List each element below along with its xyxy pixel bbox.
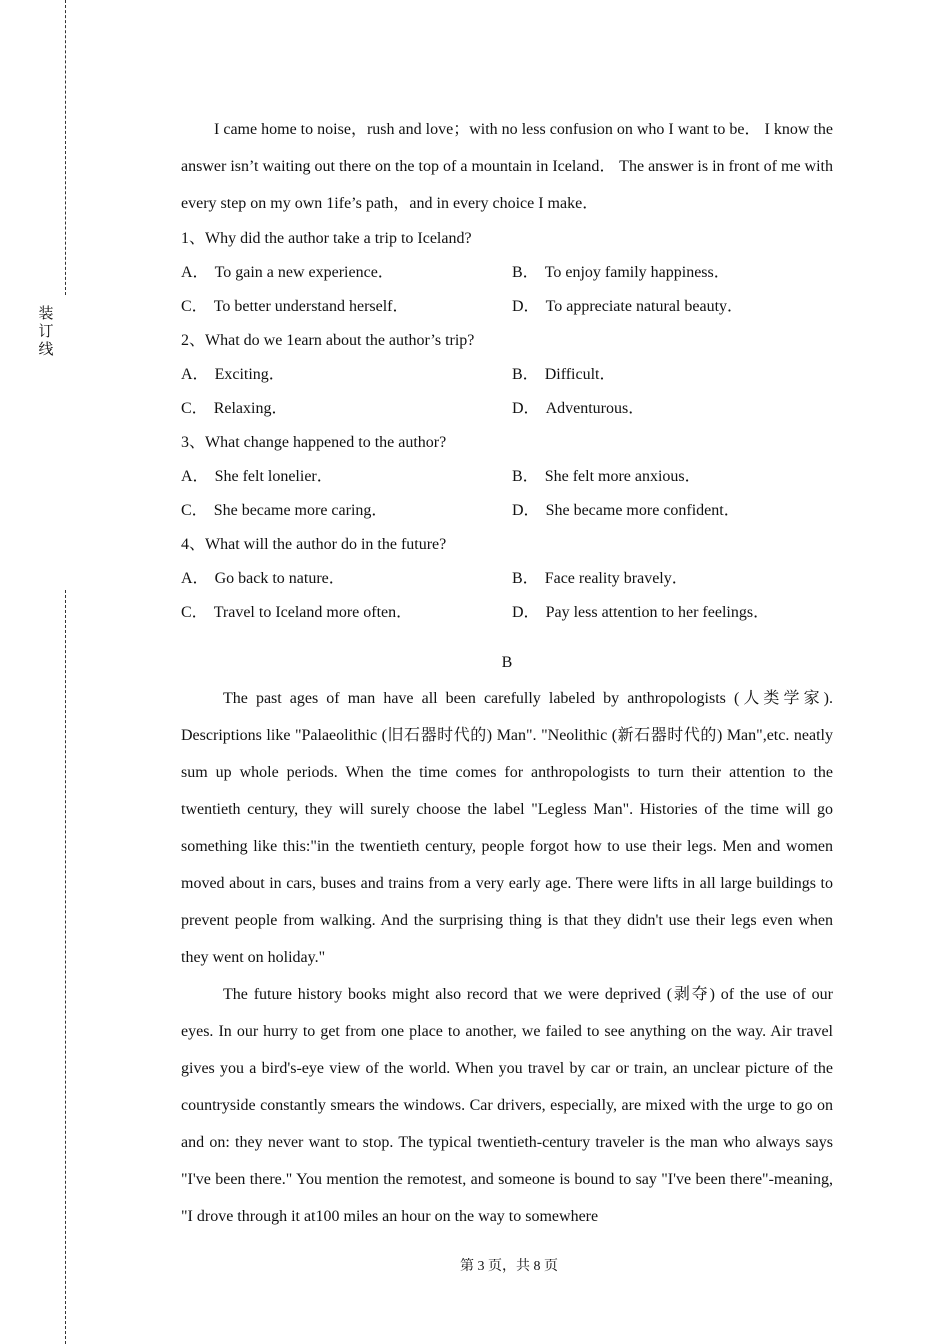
option-a[interactable] bbox=[181, 460, 512, 494]
option-d[interactable] bbox=[512, 596, 769, 630]
page-content bbox=[181, 111, 833, 1235]
option-a[interactable] bbox=[181, 358, 512, 392]
option-row bbox=[181, 562, 833, 596]
option-letter: A． bbox=[181, 570, 209, 587]
option-text: Relaxing． bbox=[213, 400, 288, 417]
option-text: Pay less attention to her feelings． bbox=[545, 604, 770, 621]
option-c[interactable] bbox=[181, 290, 512, 324]
option-letter: C． bbox=[181, 604, 208, 621]
option-a[interactable] bbox=[181, 256, 512, 290]
option-letter: B． bbox=[512, 468, 539, 485]
option-c[interactable] bbox=[181, 392, 512, 426]
option-b[interactable] bbox=[512, 460, 701, 494]
option-text: She became more confident． bbox=[545, 502, 740, 519]
option-letter: C． bbox=[181, 298, 208, 315]
question-3 bbox=[181, 426, 833, 528]
option-row bbox=[181, 596, 833, 630]
page-footer: 第 3 页，共 8 页 bbox=[460, 1259, 558, 1274]
option-c[interactable] bbox=[181, 596, 512, 630]
option-text: To enjoy family happiness． bbox=[544, 264, 730, 281]
passage-b-paragraph-2: The future history books might also record that we were deprived (剥夺) of the use of our eyes. In our hurry to get from one place to another, we failed to see anything on the way. Air travel gives you a bird's-eye view of the world. When you travel by car or train, an unclear picture of the countryside constantly smears the windows. Car drivers, especially, are mixed with the urge to go on and on: they never want to stop. The typical twentieth-century traveler is the man who always says "I've been there." You mention the remotest, and someone is bound to say "I've been there"-meaning, "I drove through it at100 miles an hour on the way to somewhere bbox=[181, 986, 833, 1225]
option-text: Difficult． bbox=[544, 366, 616, 383]
question-stem: 1、Why did the author take a trip to Iceland? bbox=[181, 230, 472, 247]
binding-label-char: 订 bbox=[38, 322, 54, 340]
option-text: She became more caring． bbox=[213, 502, 388, 519]
option-row bbox=[181, 494, 833, 528]
question-stem: 4、What will the author do in the future? bbox=[181, 536, 447, 553]
option-c[interactable] bbox=[181, 494, 512, 528]
option-text: To better understand herself． bbox=[213, 298, 409, 315]
option-letter: D． bbox=[512, 400, 540, 417]
option-b[interactable] bbox=[512, 256, 730, 290]
option-row bbox=[181, 460, 833, 494]
question-1 bbox=[181, 222, 833, 324]
option-letter: B． bbox=[512, 264, 539, 281]
option-d[interactable] bbox=[512, 494, 740, 528]
option-b[interactable] bbox=[512, 358, 616, 392]
binding-label-char: 装 bbox=[38, 304, 54, 322]
option-text: Face reality bravely． bbox=[544, 570, 688, 587]
option-row bbox=[181, 290, 833, 324]
option-text: To gain a new experience． bbox=[214, 264, 394, 281]
option-text: Go back to nature． bbox=[214, 570, 345, 587]
option-d[interactable] bbox=[512, 392, 644, 426]
option-a[interactable] bbox=[181, 562, 512, 596]
passage-b-paragraph-1: The past ages of man have all been carefully labeled by anthropologists (人类学家). Descriptions like "Palaeolithic (旧石器时代的) Man". "Neolithic (新石器时代的) Man",etc. neatly sum up whole periods. When the time comes for anthropologists to turn their attention to the twentieth century, they will surely choose the label "Legless Man". Histories of the time will go something like this:"in the twentieth century, people forgot how to use their legs. Men and women moved about in cars, buses and trains from a very early age. There were lifts in all large buildings to prevent people from walking. And the surprising thing is that they didn't use their legs even when they went on holiday." bbox=[181, 690, 833, 966]
question-2 bbox=[181, 324, 833, 426]
option-letter: B． bbox=[512, 366, 539, 383]
question-stem: 2、What do we 1earn about the author’s trip? bbox=[181, 332, 475, 349]
option-row bbox=[181, 392, 833, 426]
binding-line-bottom bbox=[65, 590, 66, 1344]
binding-line-top bbox=[65, 0, 66, 295]
binding-label bbox=[37, 304, 55, 358]
option-text: She felt lonelier． bbox=[214, 468, 333, 485]
option-letter: C． bbox=[181, 400, 208, 417]
option-letter: D． bbox=[512, 502, 540, 519]
option-row bbox=[181, 358, 833, 392]
option-letter: D． bbox=[512, 298, 540, 315]
option-letter: A． bbox=[181, 468, 209, 485]
option-letter: C． bbox=[181, 502, 208, 519]
option-text: Exciting． bbox=[214, 366, 285, 383]
binding-label-char: 线 bbox=[38, 340, 54, 358]
option-b[interactable] bbox=[512, 562, 688, 596]
option-letter: A． bbox=[181, 264, 209, 281]
option-d[interactable] bbox=[512, 290, 743, 324]
question-4 bbox=[181, 528, 833, 630]
option-letter: B． bbox=[512, 570, 539, 587]
option-letter: A． bbox=[181, 366, 209, 383]
option-letter: D． bbox=[512, 604, 540, 621]
section-title: B bbox=[501, 654, 513, 671]
passage-a-ending: I came home to noise，rush and love；with no less confusion on who I want to be． I know the answer isn’t waiting out there on the top of a mountain in Iceland． The answer is in front of me with every step on my own 1ife’s path，and in every choice I make． bbox=[181, 121, 833, 212]
option-text: She felt more anxious． bbox=[544, 468, 701, 485]
option-text: Travel to Iceland more often． bbox=[213, 604, 413, 621]
option-text: To appreciate natural beauty． bbox=[545, 298, 744, 315]
option-row bbox=[181, 256, 833, 290]
section-spacer bbox=[181, 630, 833, 646]
question-stem: 3、What change happened to the author? bbox=[181, 434, 447, 451]
option-text: Adventurous． bbox=[545, 400, 645, 417]
